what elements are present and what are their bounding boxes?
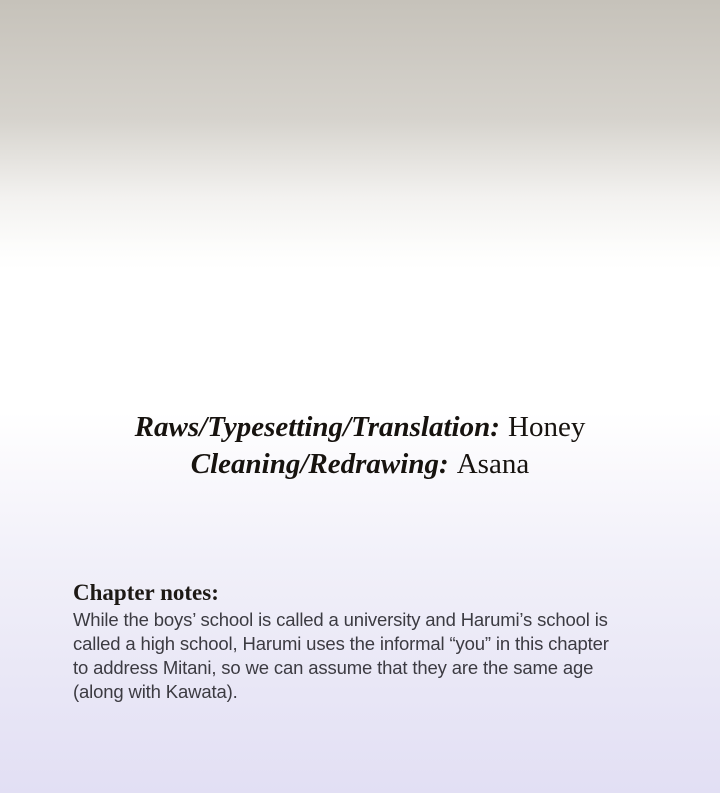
- chapter-notes-line: called a high school, Harumi uses the informal “you” in this chapter: [73, 633, 609, 654]
- chapter-notes-line: (along with Kawata).: [73, 681, 238, 702]
- chapter-notes-heading: Chapter notes:: [73, 580, 219, 605]
- credits-line-cleaning: [0, 446, 720, 483]
- chapter-notes-block: [73, 580, 673, 704]
- credits-line-raws: [0, 409, 720, 446]
- credits-role-label: Cleaning/Redrawing:: [190, 448, 449, 480]
- credits-person-name: Asana: [456, 448, 530, 480]
- chapter-notes-line: While the boys’ school is called a university and Harumi’s school is: [73, 609, 608, 630]
- chapter-notes-line: to address Mitani, so we can assume that they are the same age: [73, 657, 594, 678]
- chapter-notes-paragraph: [73, 608, 673, 704]
- credits-block: [0, 409, 720, 483]
- credits-role-label: Raws/Typesetting/Translation:: [134, 411, 500, 443]
- credits-person-name: Honey: [508, 411, 586, 443]
